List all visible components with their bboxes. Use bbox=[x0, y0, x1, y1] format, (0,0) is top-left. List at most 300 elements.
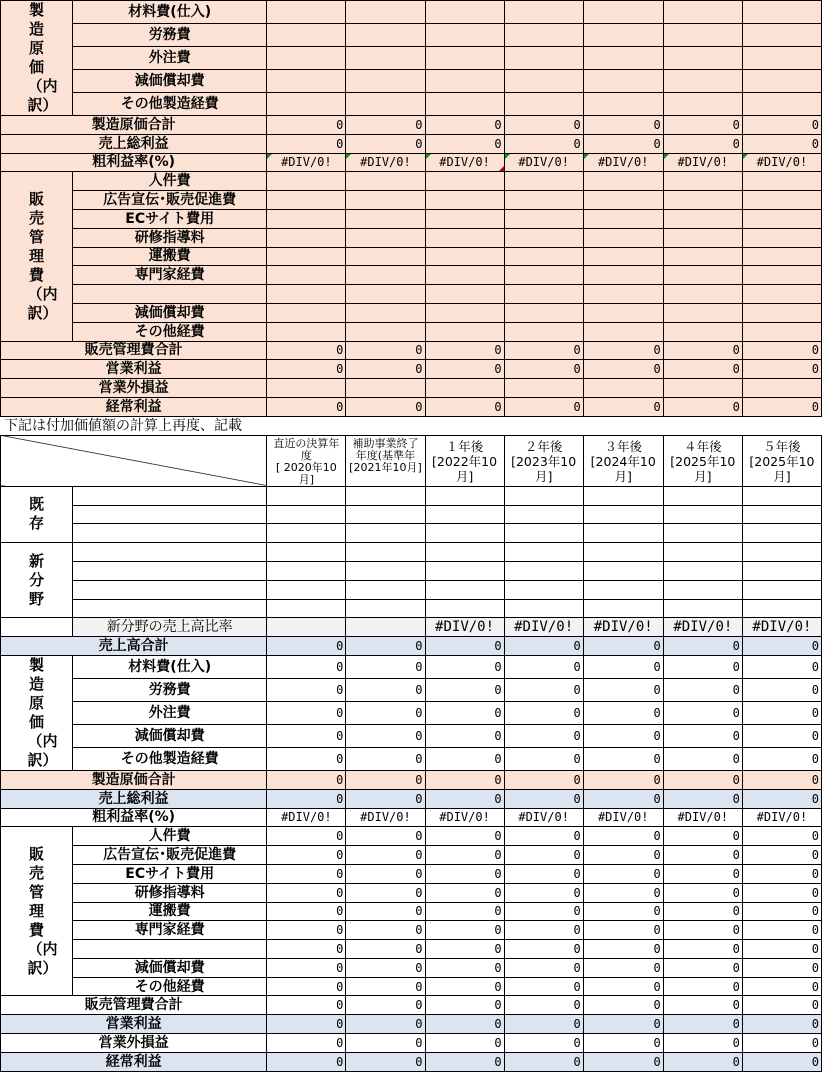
value-cell[interactable]: 0 bbox=[346, 637, 425, 656]
value-cell[interactable]: 0 bbox=[583, 770, 663, 789]
value-cell[interactable] bbox=[346, 379, 425, 398]
value-cell[interactable]: #DIV/0! bbox=[742, 618, 821, 637]
value-cell[interactable]: 0 bbox=[267, 1034, 346, 1053]
value-cell[interactable] bbox=[346, 47, 425, 70]
value-cell[interactable]: 0 bbox=[583, 1015, 663, 1034]
value-cell[interactable]: #DIV/0! bbox=[346, 808, 425, 827]
value-cell[interactable] bbox=[663, 172, 742, 191]
value-cell[interactable]: 0 bbox=[504, 827, 583, 846]
value-cell[interactable] bbox=[346, 618, 425, 637]
value-cell[interactable]: 0 bbox=[663, 789, 742, 808]
value-cell[interactable] bbox=[267, 285, 346, 304]
value-cell[interactable]: 0 bbox=[346, 655, 425, 678]
value-cell[interactable]: 0 bbox=[504, 940, 583, 959]
value-cell[interactable]: 0 bbox=[267, 902, 346, 921]
value-cell[interactable] bbox=[504, 486, 583, 505]
value-cell[interactable] bbox=[663, 505, 742, 524]
value-cell[interactable] bbox=[504, 228, 583, 247]
value-cell[interactable]: 0 bbox=[346, 977, 425, 996]
value-cell[interactable]: 0 bbox=[663, 770, 742, 789]
value-cell[interactable]: 0 bbox=[742, 1015, 821, 1034]
value-cell[interactable]: 0 bbox=[504, 747, 583, 770]
value-cell[interactable] bbox=[267, 580, 346, 599]
value-cell[interactable]: 0 bbox=[267, 701, 346, 724]
value-cell[interactable] bbox=[742, 209, 821, 228]
new-field-item-cell[interactable] bbox=[73, 599, 267, 618]
value-cell[interactable] bbox=[504, 543, 583, 562]
value-cell[interactable]: 0 bbox=[504, 789, 583, 808]
value-cell[interactable]: 0 bbox=[504, 846, 583, 865]
value-cell[interactable]: 0 bbox=[346, 902, 425, 921]
value-cell[interactable] bbox=[267, 93, 346, 116]
value-cell[interactable] bbox=[425, 524, 504, 543]
value-cell[interactable]: 0 bbox=[425, 921, 504, 940]
value-cell[interactable]: 0 bbox=[425, 637, 504, 656]
value-cell[interactable] bbox=[583, 228, 663, 247]
value-cell[interactable]: 0 bbox=[663, 701, 742, 724]
value-cell[interactable]: 0 bbox=[267, 977, 346, 996]
value-cell[interactable] bbox=[346, 303, 425, 322]
value-cell[interactable] bbox=[425, 505, 504, 524]
value-cell[interactable] bbox=[583, 172, 663, 191]
value-cell[interactable] bbox=[346, 580, 425, 599]
value-cell[interactable]: 0 bbox=[346, 789, 425, 808]
value-cell[interactable]: 0 bbox=[742, 846, 821, 865]
value-cell[interactable]: 0 bbox=[583, 678, 663, 701]
value-cell[interactable] bbox=[583, 543, 663, 562]
value-cell[interactable] bbox=[663, 524, 742, 543]
value-cell[interactable] bbox=[425, 303, 504, 322]
value-cell[interactable] bbox=[346, 266, 425, 285]
value-cell[interactable] bbox=[742, 561, 821, 580]
value-cell[interactable]: 0 bbox=[663, 747, 742, 770]
value-cell[interactable] bbox=[425, 70, 504, 93]
value-cell[interactable] bbox=[504, 266, 583, 285]
value-cell[interactable]: 0 bbox=[742, 864, 821, 883]
value-cell[interactable] bbox=[583, 47, 663, 70]
value-cell[interactable]: 0 bbox=[267, 921, 346, 940]
value-cell[interactable] bbox=[425, 47, 504, 70]
value-cell[interactable]: 0 bbox=[742, 1052, 821, 1071]
value-cell[interactable] bbox=[742, 322, 821, 341]
value-cell[interactable]: #DIV/0! bbox=[742, 153, 821, 172]
value-cell[interactable]: 0 bbox=[583, 397, 663, 416]
value-cell[interactable]: #DIV/0! bbox=[425, 808, 504, 827]
value-cell[interactable] bbox=[267, 47, 346, 70]
value-cell[interactable]: 0 bbox=[583, 637, 663, 656]
value-cell[interactable]: 0 bbox=[504, 921, 583, 940]
value-cell[interactable] bbox=[742, 47, 821, 70]
value-cell[interactable] bbox=[663, 209, 742, 228]
value-cell[interactable]: 0 bbox=[425, 397, 504, 416]
value-cell[interactable] bbox=[346, 561, 425, 580]
value-cell[interactable] bbox=[425, 93, 504, 116]
value-cell[interactable]: 0 bbox=[425, 846, 504, 865]
value-cell[interactable]: 0 bbox=[425, 864, 504, 883]
value-cell[interactable]: 0 bbox=[267, 341, 346, 360]
value-cell[interactable]: 0 bbox=[425, 134, 504, 153]
value-cell[interactable]: 0 bbox=[346, 134, 425, 153]
value-cell[interactable]: 0 bbox=[504, 902, 583, 921]
value-cell[interactable]: 0 bbox=[504, 360, 583, 379]
value-cell[interactable] bbox=[663, 1, 742, 24]
value-cell[interactable] bbox=[742, 486, 821, 505]
value-cell[interactable] bbox=[504, 379, 583, 398]
value-cell[interactable] bbox=[583, 209, 663, 228]
value-cell[interactable] bbox=[504, 285, 583, 304]
value-cell[interactable]: 0 bbox=[583, 789, 663, 808]
value-cell[interactable]: 0 bbox=[425, 724, 504, 747]
value-cell[interactable]: 0 bbox=[346, 360, 425, 379]
value-cell[interactable]: 0 bbox=[583, 921, 663, 940]
value-cell[interactable]: 0 bbox=[742, 360, 821, 379]
value-cell[interactable]: 0 bbox=[346, 958, 425, 977]
value-cell[interactable] bbox=[504, 172, 583, 191]
value-cell[interactable]: 0 bbox=[583, 1052, 663, 1071]
value-cell[interactable] bbox=[583, 322, 663, 341]
value-cell[interactable] bbox=[583, 93, 663, 116]
value-cell[interactable] bbox=[425, 322, 504, 341]
value-cell[interactable]: 0 bbox=[504, 996, 583, 1015]
value-cell[interactable] bbox=[583, 266, 663, 285]
value-cell[interactable]: #DIV/0! bbox=[425, 153, 504, 172]
value-cell[interactable] bbox=[425, 247, 504, 266]
value-cell[interactable] bbox=[663, 47, 742, 70]
value-cell[interactable]: 0 bbox=[267, 637, 346, 656]
value-cell[interactable] bbox=[742, 524, 821, 543]
value-cell[interactable] bbox=[267, 172, 346, 191]
value-cell[interactable]: 0 bbox=[346, 1015, 425, 1034]
value-cell[interactable] bbox=[742, 266, 821, 285]
value-cell[interactable]: 0 bbox=[267, 1015, 346, 1034]
value-cell[interactable]: 0 bbox=[346, 341, 425, 360]
value-cell[interactable] bbox=[663, 70, 742, 93]
value-cell[interactable] bbox=[267, 247, 346, 266]
value-cell[interactable]: 0 bbox=[346, 116, 425, 135]
value-cell[interactable]: 0 bbox=[504, 1015, 583, 1034]
value-cell[interactable]: 0 bbox=[346, 770, 425, 789]
value-cell[interactable] bbox=[742, 285, 821, 304]
value-cell[interactable] bbox=[425, 561, 504, 580]
value-cell[interactable] bbox=[742, 580, 821, 599]
value-cell[interactable]: 0 bbox=[425, 827, 504, 846]
value-cell[interactable] bbox=[504, 47, 583, 70]
value-cell[interactable] bbox=[583, 303, 663, 322]
value-cell[interactable]: 0 bbox=[663, 883, 742, 902]
value-cell[interactable]: 0 bbox=[425, 902, 504, 921]
value-cell[interactable]: #DIV/0! bbox=[504, 153, 583, 172]
value-cell[interactable] bbox=[742, 228, 821, 247]
value-cell[interactable]: 0 bbox=[425, 958, 504, 977]
value-cell[interactable]: 0 bbox=[504, 977, 583, 996]
value-cell[interactable] bbox=[425, 209, 504, 228]
value-cell[interactable]: #DIV/0! bbox=[267, 808, 346, 827]
value-cell[interactable]: #DIV/0! bbox=[742, 808, 821, 827]
value-cell[interactable] bbox=[663, 303, 742, 322]
value-cell[interactable] bbox=[742, 24, 821, 47]
value-cell[interactable] bbox=[267, 209, 346, 228]
value-cell[interactable]: 0 bbox=[346, 724, 425, 747]
value-cell[interactable]: 0 bbox=[504, 637, 583, 656]
value-cell[interactable] bbox=[663, 228, 742, 247]
value-cell[interactable] bbox=[425, 191, 504, 210]
value-cell[interactable] bbox=[583, 599, 663, 618]
existing-item-cell[interactable] bbox=[73, 505, 267, 524]
value-cell[interactable]: 0 bbox=[583, 827, 663, 846]
value-cell[interactable]: 0 bbox=[425, 996, 504, 1015]
value-cell[interactable]: 0 bbox=[742, 701, 821, 724]
value-cell[interactable]: 0 bbox=[346, 747, 425, 770]
value-cell[interactable]: 0 bbox=[663, 134, 742, 153]
value-cell[interactable]: 0 bbox=[663, 996, 742, 1015]
value-cell[interactable] bbox=[504, 191, 583, 210]
value-cell[interactable] bbox=[663, 266, 742, 285]
value-cell[interactable]: 0 bbox=[425, 701, 504, 724]
value-cell[interactable] bbox=[504, 70, 583, 93]
existing-item-cell[interactable] bbox=[73, 486, 267, 505]
existing-item-cell[interactable] bbox=[73, 524, 267, 543]
value-cell[interactable] bbox=[663, 247, 742, 266]
value-cell[interactable] bbox=[425, 543, 504, 562]
value-cell[interactable] bbox=[663, 599, 742, 618]
value-cell[interactable]: 0 bbox=[583, 1034, 663, 1053]
value-cell[interactable] bbox=[267, 322, 346, 341]
value-cell[interactable]: 0 bbox=[663, 1015, 742, 1034]
value-cell[interactable]: 0 bbox=[267, 789, 346, 808]
value-cell[interactable]: 0 bbox=[742, 921, 821, 940]
value-cell[interactable]: 0 bbox=[742, 827, 821, 846]
value-cell[interactable] bbox=[346, 247, 425, 266]
value-cell[interactable]: 0 bbox=[267, 678, 346, 701]
value-cell[interactable] bbox=[583, 580, 663, 599]
value-cell[interactable]: 0 bbox=[425, 678, 504, 701]
value-cell[interactable] bbox=[504, 505, 583, 524]
value-cell[interactable] bbox=[583, 70, 663, 93]
value-cell[interactable]: 0 bbox=[742, 996, 821, 1015]
value-cell[interactable]: 0 bbox=[267, 770, 346, 789]
value-cell[interactable]: 0 bbox=[267, 958, 346, 977]
value-cell[interactable] bbox=[346, 209, 425, 228]
value-cell[interactable]: 0 bbox=[663, 655, 742, 678]
value-cell[interactable]: 0 bbox=[742, 678, 821, 701]
value-cell[interactable] bbox=[425, 172, 504, 191]
value-cell[interactable]: 0 bbox=[583, 341, 663, 360]
value-cell[interactable]: 0 bbox=[425, 940, 504, 959]
value-cell[interactable]: 0 bbox=[663, 902, 742, 921]
value-cell[interactable] bbox=[346, 599, 425, 618]
value-cell[interactable] bbox=[425, 24, 504, 47]
value-cell[interactable]: 0 bbox=[742, 724, 821, 747]
value-cell[interactable]: 0 bbox=[425, 1015, 504, 1034]
value-cell[interactable] bbox=[346, 486, 425, 505]
value-cell[interactable]: 0 bbox=[663, 864, 742, 883]
value-cell[interactable]: 0 bbox=[504, 1034, 583, 1053]
value-cell[interactable]: 0 bbox=[663, 116, 742, 135]
value-cell[interactable]: 0 bbox=[742, 116, 821, 135]
value-cell[interactable] bbox=[425, 379, 504, 398]
value-cell[interactable] bbox=[504, 322, 583, 341]
value-cell[interactable]: 0 bbox=[583, 902, 663, 921]
value-cell[interactable] bbox=[663, 543, 742, 562]
value-cell[interactable] bbox=[267, 524, 346, 543]
value-cell[interactable]: 0 bbox=[583, 747, 663, 770]
value-cell[interactable] bbox=[504, 209, 583, 228]
value-cell[interactable] bbox=[742, 543, 821, 562]
value-cell[interactable]: #DIV/0! bbox=[583, 153, 663, 172]
value-cell[interactable] bbox=[425, 266, 504, 285]
value-cell[interactable]: 0 bbox=[346, 1052, 425, 1071]
value-cell[interactable]: 0 bbox=[346, 940, 425, 959]
value-cell[interactable] bbox=[742, 247, 821, 266]
value-cell[interactable] bbox=[346, 322, 425, 341]
value-cell[interactable]: 0 bbox=[742, 940, 821, 959]
value-cell[interactable]: 0 bbox=[583, 958, 663, 977]
value-cell[interactable]: 0 bbox=[583, 996, 663, 1015]
value-cell[interactable]: 0 bbox=[504, 958, 583, 977]
value-cell[interactable]: 0 bbox=[504, 864, 583, 883]
value-cell[interactable]: 0 bbox=[742, 637, 821, 656]
value-cell[interactable]: #DIV/0! bbox=[583, 618, 663, 637]
value-cell[interactable] bbox=[583, 379, 663, 398]
value-cell[interactable]: 0 bbox=[267, 360, 346, 379]
value-cell[interactable]: #DIV/0! bbox=[663, 618, 742, 637]
value-cell[interactable]: 0 bbox=[504, 655, 583, 678]
value-cell[interactable]: 0 bbox=[583, 883, 663, 902]
value-cell[interactable] bbox=[346, 1, 425, 24]
value-cell[interactable]: 0 bbox=[583, 977, 663, 996]
value-cell[interactable]: #DIV/0! bbox=[504, 618, 583, 637]
value-cell[interactable] bbox=[267, 379, 346, 398]
value-cell[interactable] bbox=[742, 93, 821, 116]
value-cell[interactable]: #DIV/0! bbox=[346, 153, 425, 172]
value-cell[interactable]: 0 bbox=[504, 397, 583, 416]
value-cell[interactable]: 0 bbox=[583, 134, 663, 153]
value-cell[interactable]: 0 bbox=[583, 846, 663, 865]
value-cell[interactable]: 0 bbox=[425, 977, 504, 996]
value-cell[interactable] bbox=[504, 24, 583, 47]
value-cell[interactable] bbox=[504, 599, 583, 618]
value-cell[interactable]: 0 bbox=[742, 789, 821, 808]
value-cell[interactable]: 0 bbox=[346, 883, 425, 902]
value-cell[interactable] bbox=[663, 580, 742, 599]
value-cell[interactable]: 0 bbox=[504, 116, 583, 135]
value-cell[interactable] bbox=[663, 24, 742, 47]
value-cell[interactable]: 0 bbox=[425, 360, 504, 379]
value-cell[interactable]: 0 bbox=[346, 846, 425, 865]
value-cell[interactable] bbox=[346, 191, 425, 210]
value-cell[interactable] bbox=[267, 24, 346, 47]
value-cell[interactable]: 0 bbox=[346, 678, 425, 701]
value-cell[interactable] bbox=[583, 561, 663, 580]
value-cell[interactable] bbox=[504, 561, 583, 580]
value-cell[interactable] bbox=[663, 285, 742, 304]
value-cell[interactable]: 0 bbox=[663, 1034, 742, 1053]
value-cell[interactable]: #DIV/0! bbox=[425, 618, 504, 637]
value-cell[interactable] bbox=[504, 93, 583, 116]
value-cell[interactable]: 0 bbox=[504, 701, 583, 724]
value-cell[interactable]: 0 bbox=[425, 747, 504, 770]
value-cell[interactable]: 0 bbox=[663, 360, 742, 379]
value-cell[interactable]: 0 bbox=[346, 1034, 425, 1053]
value-cell[interactable] bbox=[583, 505, 663, 524]
value-cell[interactable]: 0 bbox=[663, 1052, 742, 1071]
value-cell[interactable]: #DIV/0! bbox=[267, 153, 346, 172]
value-cell[interactable]: 0 bbox=[663, 397, 742, 416]
value-cell[interactable] bbox=[504, 1, 583, 24]
value-cell[interactable] bbox=[742, 70, 821, 93]
value-cell[interactable] bbox=[663, 486, 742, 505]
value-cell[interactable]: 0 bbox=[425, 1034, 504, 1053]
value-cell[interactable]: 0 bbox=[742, 747, 821, 770]
value-cell[interactable]: 0 bbox=[267, 846, 346, 865]
value-cell[interactable]: 0 bbox=[267, 996, 346, 1015]
value-cell[interactable]: 0 bbox=[663, 977, 742, 996]
value-cell[interactable]: 0 bbox=[663, 940, 742, 959]
value-cell[interactable]: 0 bbox=[425, 789, 504, 808]
value-cell[interactable] bbox=[267, 561, 346, 580]
value-cell[interactable]: 0 bbox=[267, 1052, 346, 1071]
value-cell[interactable]: 0 bbox=[663, 846, 742, 865]
value-cell[interactable] bbox=[267, 191, 346, 210]
value-cell[interactable] bbox=[425, 228, 504, 247]
value-cell[interactable] bbox=[742, 191, 821, 210]
value-cell[interactable] bbox=[663, 322, 742, 341]
value-cell[interactable]: 0 bbox=[425, 1052, 504, 1071]
value-cell[interactable]: #DIV/0! bbox=[583, 808, 663, 827]
value-cell[interactable]: 0 bbox=[583, 360, 663, 379]
value-cell[interactable]: 0 bbox=[742, 958, 821, 977]
value-cell[interactable] bbox=[663, 93, 742, 116]
value-cell[interactable]: 0 bbox=[346, 827, 425, 846]
value-cell[interactable]: 0 bbox=[346, 921, 425, 940]
value-cell[interactable]: 0 bbox=[267, 116, 346, 135]
value-cell[interactable]: 0 bbox=[504, 678, 583, 701]
value-cell[interactable]: 0 bbox=[267, 134, 346, 153]
value-cell[interactable] bbox=[267, 618, 346, 637]
value-cell[interactable]: 0 bbox=[583, 701, 663, 724]
value-cell[interactable]: 0 bbox=[663, 724, 742, 747]
value-cell[interactable]: 0 bbox=[742, 134, 821, 153]
value-cell[interactable]: 0 bbox=[425, 883, 504, 902]
value-cell[interactable]: 0 bbox=[742, 883, 821, 902]
value-cell[interactable]: #DIV/0! bbox=[504, 808, 583, 827]
value-cell[interactable]: 0 bbox=[663, 827, 742, 846]
value-cell[interactable]: 0 bbox=[267, 864, 346, 883]
value-cell[interactable] bbox=[583, 524, 663, 543]
value-cell[interactable] bbox=[346, 172, 425, 191]
value-cell[interactable] bbox=[425, 1, 504, 24]
value-cell[interactable] bbox=[425, 580, 504, 599]
value-cell[interactable]: 0 bbox=[742, 1034, 821, 1053]
value-cell[interactable] bbox=[267, 543, 346, 562]
value-cell[interactable]: 0 bbox=[346, 996, 425, 1015]
value-cell[interactable]: 0 bbox=[267, 883, 346, 902]
value-cell[interactable]: 0 bbox=[583, 940, 663, 959]
value-cell[interactable] bbox=[663, 379, 742, 398]
value-cell[interactable] bbox=[267, 1, 346, 24]
value-cell[interactable]: 0 bbox=[663, 921, 742, 940]
value-cell[interactable] bbox=[425, 486, 504, 505]
value-cell[interactable] bbox=[583, 191, 663, 210]
value-cell[interactable] bbox=[583, 1, 663, 24]
value-cell[interactable] bbox=[425, 285, 504, 304]
value-cell[interactable]: 0 bbox=[504, 1052, 583, 1071]
value-cell[interactable] bbox=[742, 379, 821, 398]
value-cell[interactable] bbox=[346, 505, 425, 524]
value-cell[interactable] bbox=[504, 580, 583, 599]
value-cell[interactable] bbox=[346, 228, 425, 247]
value-cell[interactable]: 0 bbox=[742, 397, 821, 416]
